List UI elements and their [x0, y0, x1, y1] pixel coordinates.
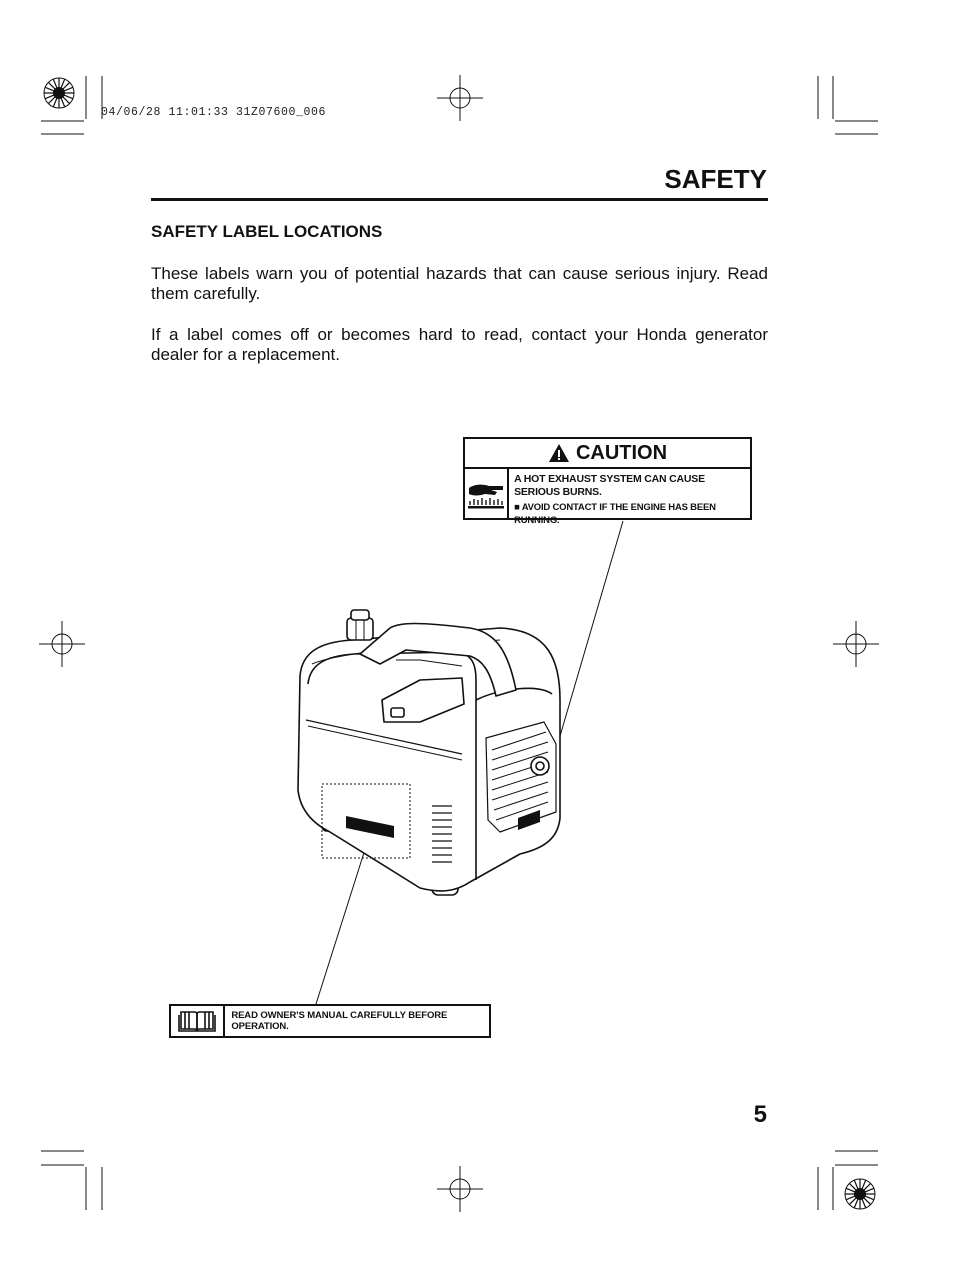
generator-illustration: [280, 515, 640, 1010]
manual-label: [169, 1004, 491, 1038]
page-number: 5: [753, 1101, 767, 1128]
manual-label-text: READ OWNER'S MANUAL CAREFULLY BEFORE OPERATION.: [231, 1010, 448, 1032]
section-heading: SAFETY LABEL LOCATIONS: [151, 222, 383, 241]
page-title: SAFETY: [664, 164, 767, 194]
hot-surface-hand-icon: [465, 478, 507, 512]
intro-paragraph: These labels warn you of potential hazards that can cause serious injury. Read them carefully.: [151, 264, 768, 303]
crosshair-icon: [39, 621, 85, 667]
caution-message: A HOT EXHAUST SYSTEM CAN CAUSE SERIOUS BURNS.: [514, 473, 705, 498]
registration-mark-icon: [42, 76, 76, 110]
open-book-icon: [178, 1009, 216, 1033]
crosshair-icon: [437, 75, 483, 121]
signal-word: CAUTION: [575, 441, 668, 464]
crosshair-icon: [833, 621, 879, 667]
warning-triangle-icon: [548, 443, 570, 463]
caution-label: [463, 437, 752, 526]
print-code: 04/06/28 11:01:33 31Z07600_006: [101, 106, 327, 119]
caution-instruction: ■ AVOID CONTACT IF THE ENGINE HAS BEEN RUNNING.: [514, 502, 716, 526]
registration-mark-icon: [843, 1177, 877, 1211]
crosshair-icon: [437, 1166, 483, 1212]
title-rule: [151, 198, 768, 201]
caution-header: [465, 439, 750, 469]
replacement-paragraph: If a label comes off or becomes hard to read, contact your Honda generator dealer for a replacement.: [151, 325, 768, 364]
